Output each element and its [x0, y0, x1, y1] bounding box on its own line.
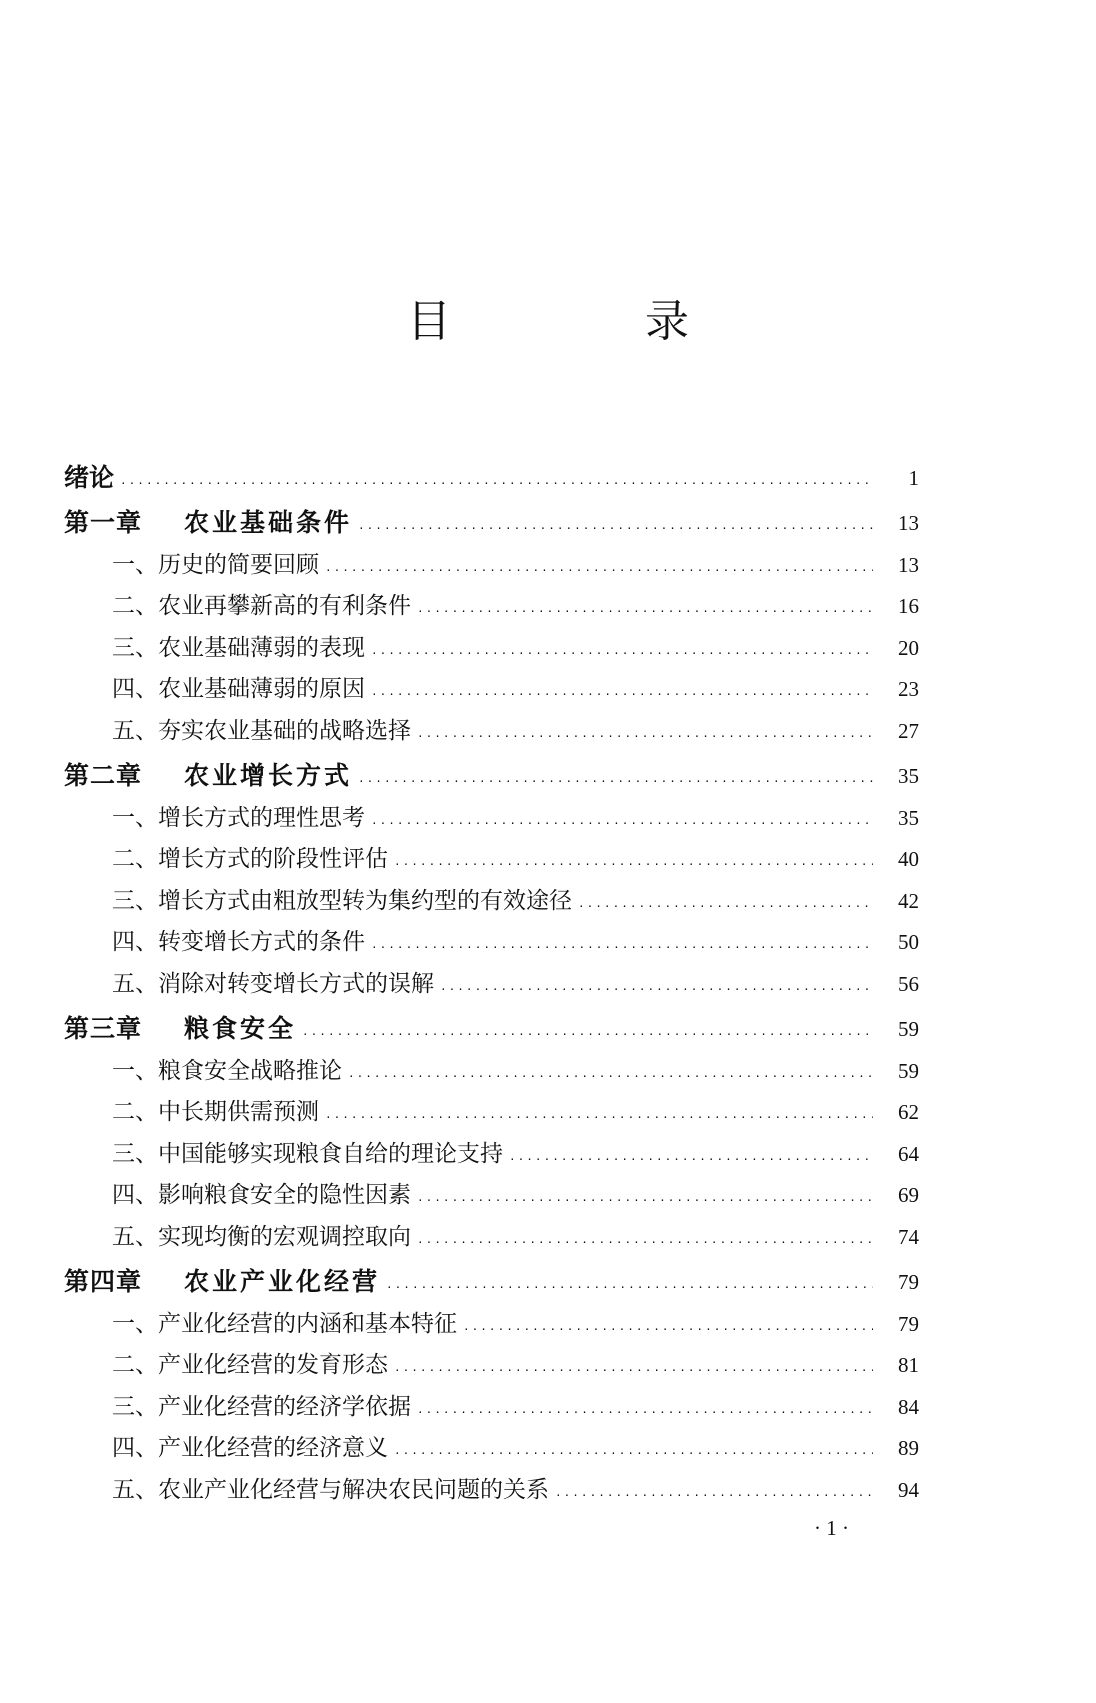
toc-entry-intro[interactable]: [64, 448, 919, 492]
dot-leader: [371, 804, 873, 832]
toc-section[interactable]: [64, 620, 919, 662]
dot-leader: [417, 717, 873, 745]
toc-page-number: 64: [898, 1141, 919, 1166]
chapter-title: 农业产业化经营: [184, 1266, 381, 1296]
dot-leader: [371, 675, 873, 703]
dot-leader: [463, 1310, 873, 1338]
toc-page-number: 1: [908, 466, 919, 490]
toc-page-number: 13: [898, 511, 919, 535]
toc-page-number: 89: [898, 1436, 919, 1461]
dot-leader: [440, 970, 873, 998]
toc-section[interactable]: [64, 1043, 919, 1085]
toc-entry-label: 三、农业基础薄弱的表现: [112, 634, 365, 661]
toc-page-number: 79: [898, 1311, 919, 1336]
toc-entry-label: 四、农业基础薄弱的原因: [112, 676, 365, 703]
toc-page-number: 69: [898, 1183, 919, 1208]
toc-page-number: 62: [898, 1100, 919, 1125]
chapter-number: 第四章: [64, 1266, 143, 1296]
dot-leader: [394, 1351, 873, 1379]
toc-section[interactable]: [64, 1379, 919, 1421]
dot-leader: [325, 1098, 873, 1126]
toc-section[interactable]: [64, 537, 919, 579]
toc-section[interactable]: [64, 1209, 919, 1251]
toc-page-number: 40: [898, 847, 919, 872]
toc-entry-label: 三、中国能够实现粮食自给的理论支持: [112, 1140, 503, 1167]
toc-entry-label: 四、影响粮食安全的隐性因素: [112, 1182, 411, 1209]
dot-leader: [417, 1223, 873, 1251]
toc-section[interactable]: [64, 1085, 919, 1127]
dot-leader: [394, 845, 873, 873]
toc-entry-label: 四、转变增长方式的条件: [112, 929, 365, 956]
dot-leader: [555, 1476, 873, 1504]
page-folio: · 1 ·: [814, 1516, 849, 1540]
toc-page-number: 79: [898, 1269, 919, 1294]
dot-leader: [325, 551, 873, 579]
toc-entry-label: 二、产业化经营的发育形态: [112, 1352, 388, 1379]
chapter-title: 农业基础条件: [184, 508, 353, 537]
chapter-number: 第三章: [64, 1013, 143, 1043]
toc-page-number: 16: [898, 594, 919, 619]
toc-chapter-2[interactable]: [64, 745, 919, 790]
toc-section[interactable]: [64, 703, 919, 745]
chapter-title: 农业增长方式: [184, 760, 353, 790]
toc-entry-label: 一、产业化经营的内涵和基本特征: [112, 1310, 457, 1337]
toc-section[interactable]: [64, 1338, 919, 1380]
toc-entry-label: 绪论: [64, 463, 115, 492]
toc-entry-label: 二、增长方式的阶段性评估: [112, 846, 388, 873]
dot-leader: [371, 928, 873, 956]
toc-page-number: 23: [898, 677, 919, 702]
dot-leader: [417, 592, 873, 620]
toc-section[interactable]: [64, 956, 919, 998]
toc-entry-label: 五、实现均衡的宏观调控取向: [112, 1223, 411, 1250]
dot-leader: [394, 1434, 873, 1462]
toc-page-number: 13: [898, 552, 919, 577]
dot-leader: [417, 1181, 873, 1209]
toc-entry-label: 二、中长期供需预测: [112, 1099, 319, 1126]
dot-leader: [371, 634, 873, 662]
toc-section[interactable]: [64, 662, 919, 704]
toc-page-number: 56: [898, 971, 919, 996]
chapter-number: 第一章: [64, 508, 143, 537]
toc-page-number: 84: [898, 1394, 919, 1419]
toc-section[interactable]: [64, 579, 919, 621]
toc-section[interactable]: [64, 1462, 919, 1504]
toc-page-number: 35: [898, 763, 919, 788]
toc-page-number: 50: [898, 930, 919, 955]
toc-entry-label: 三、产业化经营的经济学依据: [112, 1393, 411, 1420]
dot-leader: [358, 509, 873, 537]
toc-entry-label: 三、增长方式由粗放型转为集约型的有效途径: [112, 887, 572, 914]
toc-chapter-4[interactable]: [64, 1251, 919, 1296]
toc-entry-label: 一、增长方式的理性思考: [112, 804, 365, 831]
dot-leader: [386, 1268, 873, 1296]
page-title: 目 录: [407, 296, 779, 347]
dot-leader: [120, 464, 873, 492]
dot-leader: [417, 1393, 873, 1421]
toc-section[interactable]: [64, 1296, 919, 1338]
toc-page-number: 59: [898, 1058, 919, 1083]
toc-section[interactable]: [64, 1421, 919, 1463]
dot-leader: [509, 1140, 873, 1168]
toc-chapter-3[interactable]: [64, 998, 919, 1043]
toc-page-number: 74: [898, 1224, 919, 1249]
toc-entry-label: 二、农业再攀新高的有利条件: [112, 593, 411, 620]
dot-leader: [578, 887, 873, 915]
toc-entry-label: 五、农业产业化经营与解决农民问题的关系: [112, 1476, 549, 1503]
toc-page-number: 94: [898, 1477, 919, 1502]
toc-page-number: 42: [898, 888, 919, 913]
toc-entry-label: 一、粮食安全战略推论: [112, 1057, 342, 1084]
toc-page-number: 59: [898, 1016, 919, 1041]
toc-page-number: 81: [898, 1353, 919, 1378]
dot-leader: [348, 1057, 873, 1085]
toc-page-number: 35: [898, 805, 919, 830]
chapter-title: 粮食安全: [184, 1013, 297, 1043]
toc-entry-label: 五、消除对转变增长方式的误解: [112, 970, 434, 997]
toc-page-number: 27: [898, 718, 919, 743]
chapter-number: 第二章: [64, 760, 143, 790]
table-of-contents: [64, 448, 919, 1504]
toc-section[interactable]: [64, 915, 919, 957]
toc-section[interactable]: [64, 1126, 919, 1168]
toc-section[interactable]: [64, 873, 919, 915]
dot-leader: [358, 762, 873, 790]
toc-section[interactable]: [64, 832, 919, 874]
toc-chapter-1[interactable]: [64, 492, 919, 537]
toc-section[interactable]: [64, 1168, 919, 1210]
dot-leader: [302, 1015, 873, 1043]
toc-entry-label: 四、产业化经营的经济意义: [112, 1435, 388, 1462]
toc-entry-label: 五、夯实农业基础的战略选择: [112, 717, 411, 744]
toc-section[interactable]: [64, 790, 919, 832]
toc-entry-label: 一、历史的简要回顾: [112, 551, 319, 578]
toc-page-number: 20: [898, 635, 919, 660]
